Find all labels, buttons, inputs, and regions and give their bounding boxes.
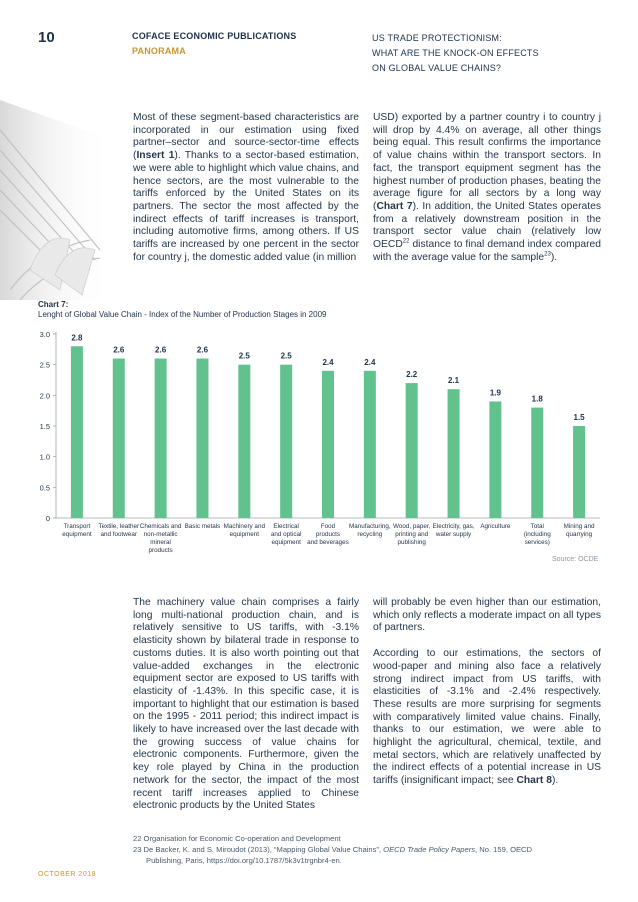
footnote-23 bbox=[133, 844, 593, 855]
paragraph-spacer bbox=[373, 635, 601, 648]
x-category-label: quarrying bbox=[565, 531, 593, 538]
bar bbox=[238, 365, 250, 518]
x-category-label: printing and bbox=[395, 531, 429, 538]
footnote-22: 22 Organisation for Economic Co-operation and Development bbox=[133, 834, 341, 843]
bar bbox=[280, 365, 292, 518]
bar bbox=[489, 401, 501, 518]
x-category-label: recycling bbox=[357, 531, 383, 538]
bar bbox=[71, 346, 83, 518]
x-category-label: non-metallic bbox=[143, 531, 178, 538]
y-tick-label: 0 bbox=[45, 514, 50, 523]
x-category-label: equipment bbox=[62, 531, 92, 538]
text-span: ). bbox=[550, 251, 558, 263]
chart-8-reference: Chart 8 bbox=[516, 775, 552, 787]
x-category-label: Total bbox=[530, 523, 544, 530]
footnote-ref-22: 22 bbox=[402, 238, 410, 245]
bar bbox=[448, 389, 460, 518]
document-title-line: ON GLOBAL VALUE CHAINS? bbox=[372, 63, 502, 73]
x-category-label: Electrical bbox=[273, 523, 299, 530]
bar-value-label: 2.6 bbox=[113, 345, 125, 355]
bar-value-label: 2.4 bbox=[364, 357, 376, 367]
x-category-label: products bbox=[315, 531, 341, 538]
chart-source: Source: OCDE bbox=[552, 556, 599, 563]
body-paragraph: The machinery value chain comprises a fairly long multi-national production chain, and is relatively sensitive to US tariffs, with -3.1% elasticity shown by bilateral trade in response to customs duties. It is also worth pointing out that value-added exchanges in the electronic equipment sector are exposed to US tariffs with elasticity of -1.43%. In this specific case, it is important to highlight that our estimation is based on the 1995 - 2011 period; this indirect impact is likely to have increased over the last decade with the growing success of value chains for electronic components. Furthermore, given the key role played by China in the production network for the sector, the impact of the most recent tariff increases applied to Chinese electronic products by the United States bbox=[133, 597, 359, 812]
text-span: Most of these segment-based characteristics are incorporated in our estimation using fixed partner–sector and source-sector-time effects ( bbox=[133, 112, 359, 162]
bar-value-label: 2.8 bbox=[71, 333, 83, 343]
body-paragraph: will probably be even higher than our estimation, which only reflects a moderate impact on all types of partners. bbox=[373, 597, 601, 634]
bar-value-label: 2.2 bbox=[406, 370, 418, 380]
bar bbox=[573, 426, 585, 518]
y-tick-label: 3.0 bbox=[39, 330, 50, 339]
document-title-line: WHAT ARE THE KNOCK-ON EFFECTS bbox=[372, 48, 539, 58]
bar bbox=[531, 408, 543, 518]
x-category-label: Chemicals and bbox=[139, 523, 182, 530]
text-span: distance to final demand index compared with the average value for the sample bbox=[373, 239, 601, 263]
x-category-label: equipment bbox=[271, 539, 301, 546]
body-column-right bbox=[373, 597, 601, 788]
bar-value-label: 2.6 bbox=[155, 345, 167, 355]
x-category-label: Food bbox=[320, 523, 336, 530]
x-category-label: Agriculture bbox=[480, 523, 511, 530]
bar-value-label: 2.5 bbox=[238, 351, 250, 361]
x-category-label: services) bbox=[524, 539, 550, 546]
x-category-label: water supply bbox=[435, 531, 472, 538]
x-category-label: publishing bbox=[397, 539, 426, 546]
y-tick-label: 1.0 bbox=[39, 452, 50, 462]
bar-value-label: 1.9 bbox=[489, 388, 501, 398]
y-tick-label: 1.5 bbox=[39, 422, 50, 431]
bar-value-label: 2.1 bbox=[447, 376, 460, 386]
y-tick-label: 2.5 bbox=[39, 360, 50, 370]
bar-value-label: 2.5 bbox=[280, 351, 292, 361]
bar bbox=[155, 359, 167, 518]
insert-1-reference: Insert 1 bbox=[136, 150, 175, 162]
footnote-23-continued: Publishing, Paris, https://doi.org/10.1787/5k3v1trgnbr4-en. bbox=[146, 856, 342, 865]
x-category-label: Transport bbox=[63, 523, 91, 530]
x-category-label: and beverages bbox=[307, 539, 349, 546]
text-span: ). bbox=[551, 775, 559, 787]
text-span: , No. 159, OECD bbox=[475, 845, 533, 854]
body-paragraph bbox=[373, 648, 601, 788]
text-span: 23 De Backer, K. and S. Miroudot (2013), “Mapping Global Value Chains”, bbox=[133, 845, 384, 854]
bar bbox=[322, 371, 334, 518]
x-category-label: products bbox=[148, 547, 173, 554]
x-category-label: (including bbox=[523, 531, 551, 538]
footnote-ref-23: 23 bbox=[544, 251, 551, 258]
x-category-label: and optical bbox=[270, 531, 302, 538]
x-category-label: Manufacturing, bbox=[349, 523, 391, 530]
bar bbox=[406, 383, 418, 518]
x-category-label: Wood, paper, bbox=[393, 523, 431, 530]
publication-name: COFACE ECONOMIC PUBLICATIONS bbox=[132, 31, 297, 41]
y-tick-label: 2.0 bbox=[39, 391, 50, 401]
chart-subtitle: Lenght of Global Value Chain - Index of the Number of Production Stages in 2009 bbox=[38, 310, 327, 319]
bar-value-label: 2.6 bbox=[196, 345, 209, 355]
x-category-label: Machinery and bbox=[223, 523, 265, 530]
bar bbox=[364, 371, 376, 518]
x-category-label: Basic metals bbox=[184, 523, 221, 530]
x-category-label: Electricity, gas, bbox=[432, 523, 475, 530]
bar-value-label: 2.4 bbox=[322, 357, 334, 367]
bar bbox=[113, 359, 125, 518]
text-span: According to our estimations, the sectors of wood-paper and mining also face a relatively strong indirect impact from US tariffs, with elasticities of -3.1% and -2.4% respectively. These results are more surprising for segments with comparatively limited value chains. Finally, thanks to our estimation, we were able to highlight the agricultural, chemical, textile, and metal sectors, which are relatively unaffected by the indirect effects of a potential increase in US tariffs (insignificant impact; see bbox=[373, 648, 601, 787]
x-category-label: Mining and bbox=[563, 523, 595, 530]
x-category-label: Textile, leather bbox=[98, 523, 140, 530]
x-category-label: and footwear bbox=[100, 531, 137, 538]
x-category-label: mineral bbox=[150, 539, 171, 546]
chart-7-reference: Chart 7 bbox=[376, 200, 413, 212]
bar-value-label: 1.8 bbox=[531, 394, 543, 404]
text-span: USD) exported by a partner country i to country j will drop by 4.4% on average, all other things being equal. This result confirms the importance of value chains within the transport sectors. In fact, the transport equipment segment has the highest number of production phases, beating the average figure for all sectors by a long way ( bbox=[373, 112, 601, 212]
footnotes bbox=[133, 833, 593, 866]
bar-value-label: 1.5 bbox=[573, 413, 585, 422]
x-category-label: equipment bbox=[229, 531, 260, 538]
footer-date: OCTOBER 2018 bbox=[38, 871, 97, 878]
text-span: ). Thanks to a sector-based estimation, we were able to highlight which value chains, and hence sectors, are the most vulnerable to the tariffs enforced by the United States on its partners. The sector the most affected by the indirect effects of tariff increases is transport, including automotive firms, among others. If US tariffs are increased by one percent in the sector for country j, the domestic added value (in million bbox=[133, 150, 359, 263]
text-span: ). In addition, the United States operates from a relatively downstream position in the transport sector value chain (relatively low OECD bbox=[373, 200, 601, 251]
journal-title: OECD Trade Policy Papers bbox=[383, 845, 476, 854]
document-title-line: US TRADE PROTECTIONISM: bbox=[372, 33, 502, 43]
publication-series: PANORAMA bbox=[132, 46, 186, 56]
chart-title: Chart 7: bbox=[38, 300, 69, 309]
body-column-left bbox=[133, 597, 359, 813]
y-tick-label: 0.5 bbox=[39, 483, 50, 493]
page-number: 10 bbox=[38, 29, 55, 46]
bar bbox=[196, 359, 208, 518]
